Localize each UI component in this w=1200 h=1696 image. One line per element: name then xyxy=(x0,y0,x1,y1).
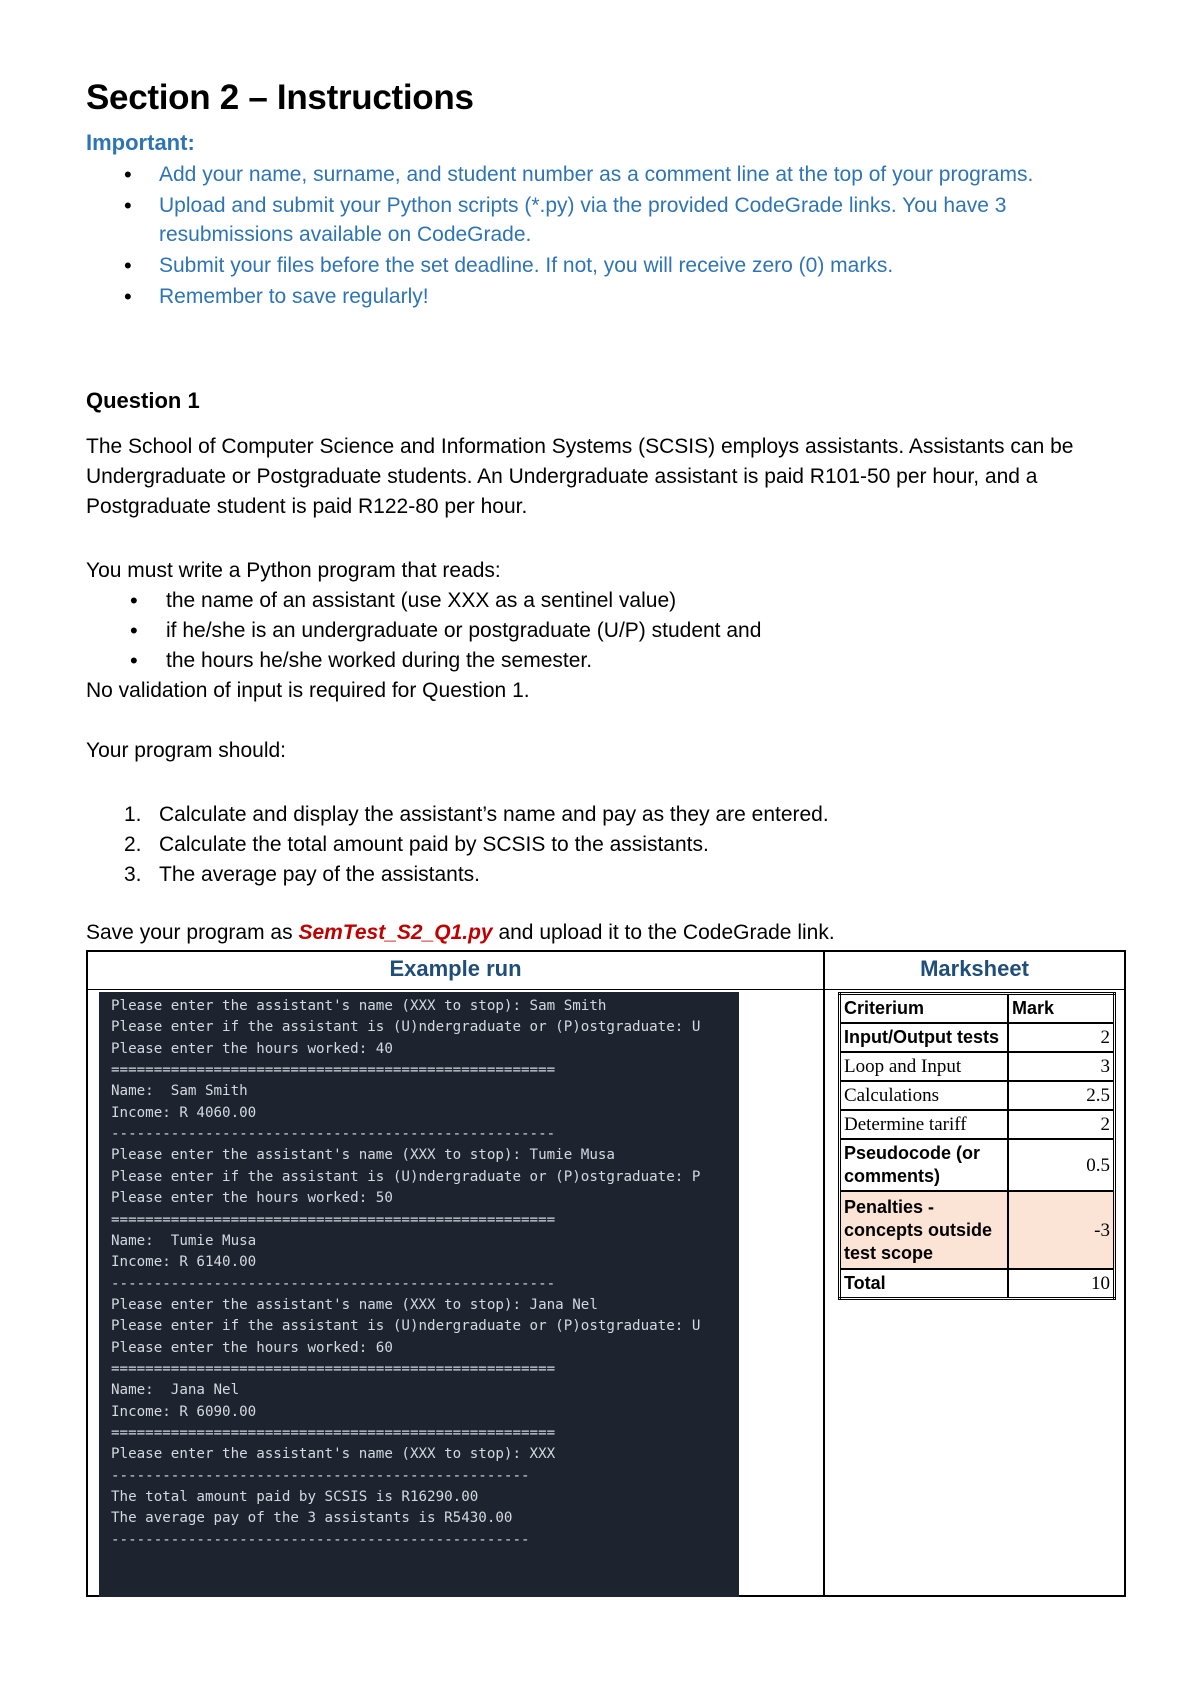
reads-item: • the name of an assistant (use XXX as a sentinel value) xyxy=(86,586,761,616)
important-bullet: • Submit your files before the set deadline. If not, you will receive zero (0) marks. xyxy=(86,251,1116,280)
marksheet-row xyxy=(840,1110,1115,1139)
save-filename: SemTest_S2_Q1.py xyxy=(298,921,493,944)
save-suffix: and upload it to the CodeGrade link. xyxy=(492,921,835,944)
criterium-cell: Calculations xyxy=(840,1081,1009,1110)
marksheet-row xyxy=(840,1081,1115,1110)
section-title: Section 2 – Instructions xyxy=(86,78,474,117)
terminal-output xyxy=(99,992,739,1597)
mark-cell: 10 xyxy=(1008,1269,1115,1299)
mark-cell: 2 xyxy=(1008,1023,1115,1052)
step-text: Calculate the total amount paid by SCSIS to the assistants. xyxy=(159,833,709,856)
step-item xyxy=(86,800,829,830)
step-item xyxy=(86,830,829,860)
important-bullet: • Add your name, surname, and student number as a comment line at the top of your programs. xyxy=(86,160,1116,189)
mark-cell: -3 xyxy=(1008,1191,1115,1269)
marksheet-total-row xyxy=(840,1269,1115,1299)
terminal-line: Please enter if the assistant is (U)ndergraduate or (P)ostgraduate: P xyxy=(111,1168,701,1185)
terminal-line: Name: Jana Nel xyxy=(111,1382,240,1399)
terminal-line: Name: Sam Smith xyxy=(111,1083,248,1100)
terminal-line: Please enter the assistant's name (XXX to stop): XXX xyxy=(111,1446,556,1463)
mark-cell: 2 xyxy=(1008,1110,1115,1139)
reads-item: • if he/she is an undergraduate or postgraduate (U/P) student and xyxy=(86,616,761,646)
important-list xyxy=(86,160,1116,313)
step-item xyxy=(86,860,829,890)
criterium-cell: Determine tariff xyxy=(840,1110,1009,1139)
steps-list xyxy=(86,800,829,890)
terminal-line: ==================================================== xyxy=(111,1425,556,1441)
terminal-line: Please enter if the assistant is (U)ndergraduate or (P)ostgraduate: U xyxy=(111,1318,701,1335)
step-number: 1. xyxy=(124,803,142,826)
terminal-line: ------------------------------------------------- xyxy=(111,1467,530,1484)
save-instruction xyxy=(86,918,1126,948)
terminal-line: The total amount paid by SCSIS is R16290.00 xyxy=(111,1489,479,1506)
important-heading: Important: xyxy=(86,130,195,155)
criterium-cell: Input/Output tests xyxy=(840,1023,1009,1052)
terminal-line: Please enter the assistant's name (XXX to stop): Sam Smith xyxy=(111,998,607,1014)
important-bullet: • Upload and submit your Python scripts (*.py) via the provided CodeGrade links. You have 3 resubmissions available on CodeGrade. xyxy=(86,191,1116,249)
mark-cell: 3 xyxy=(1008,1052,1115,1081)
terminal-line: ==================================================== xyxy=(111,1062,556,1079)
save-prefix: Save your program as xyxy=(86,921,299,944)
criterium-cell: Penalties - concepts outside test scope xyxy=(840,1191,1009,1269)
marksheet-row xyxy=(840,1052,1115,1081)
terminal-line: ==================================================== xyxy=(111,1211,556,1228)
terminal-line: Income: R 6090.00 xyxy=(111,1403,257,1420)
criterium-column-header: Criterium xyxy=(840,994,1009,1024)
question-title: Question 1 xyxy=(86,388,200,413)
question-intro: The School of Computer Science and Information Systems (SCSIS) employs assistants. Assistants can be Undergraduate or Postgraduate students. An Undergraduate assistant is paid R101-50 per hour, and a Postgraduate student is paid R122-80 per hour. xyxy=(86,435,1074,518)
validation-note: No validation of input is required for Question 1. xyxy=(86,679,530,702)
criterium-cell: Loop and Input xyxy=(840,1052,1009,1081)
column-divider xyxy=(823,952,825,1595)
marksheet-header: Marksheet xyxy=(920,956,1029,981)
reads-list xyxy=(86,586,761,676)
terminal-line: ------------------------------------------------- xyxy=(111,1531,530,1548)
example-run-header: Example run xyxy=(389,956,522,981)
header-divider xyxy=(88,989,1124,990)
step-text: Calculate and display the assistant’s name and pay as they are entered. xyxy=(159,803,829,826)
terminal-line: Name: Tumie Musa xyxy=(111,1232,257,1249)
mark-column-header: Mark xyxy=(1008,994,1115,1024)
terminal-line: Please enter the assistant's name (XXX to stop): Tumie Musa xyxy=(111,1147,615,1164)
terminal-line: ==================================================== xyxy=(111,1360,556,1377)
marksheet-row xyxy=(840,1139,1115,1191)
terminal-line: The average pay of the 3 assistants is R5430.00 xyxy=(111,1510,513,1527)
terminal-line: Please enter the assistant's name (XXX to stop): Jana Nel xyxy=(111,1296,598,1313)
terminal-line: ---------------------------------------------------- xyxy=(111,1275,556,1292)
marksheet-row xyxy=(840,1023,1115,1052)
criterium-cell: Total xyxy=(840,1269,1009,1299)
terminal-line: Please enter the hours worked: 50 xyxy=(111,1190,393,1207)
mark-cell: 0.5 xyxy=(1008,1139,1115,1191)
terminal-line: Please enter the hours worked: 60 xyxy=(111,1339,393,1356)
mark-cell: 2.5 xyxy=(1008,1081,1115,1110)
step-text: The average pay of the assistants. xyxy=(159,863,481,886)
terminal-line: Income: R 4060.00 xyxy=(111,1104,257,1121)
should-intro: Your program should: xyxy=(86,739,287,762)
terminal-line: Please enter the hours worked: 40 xyxy=(111,1040,393,1057)
terminal-line: Please enter if the assistant is (U)ndergraduate or (P)ostgraduate: U xyxy=(111,1019,701,1036)
important-bullet: • Remember to save regularly! xyxy=(86,282,1116,311)
example-marksheet-table xyxy=(86,950,1126,1597)
step-number: 2. xyxy=(124,833,142,856)
step-number: 3. xyxy=(124,863,142,886)
reads-intro: You must write a Python program that reads: xyxy=(86,559,501,582)
criterium-cell: Pseudocode (or comments) xyxy=(840,1139,1009,1191)
reads-item: • the hours he/she worked during the semester. xyxy=(86,646,761,676)
marksheet-penalty-row xyxy=(840,1191,1115,1269)
terminal-line: Income: R 6140.00 xyxy=(111,1254,257,1271)
marksheet-table xyxy=(838,992,1116,1300)
marksheet-header-row xyxy=(840,994,1115,1024)
terminal-line: ---------------------------------------------------- xyxy=(111,1126,556,1143)
